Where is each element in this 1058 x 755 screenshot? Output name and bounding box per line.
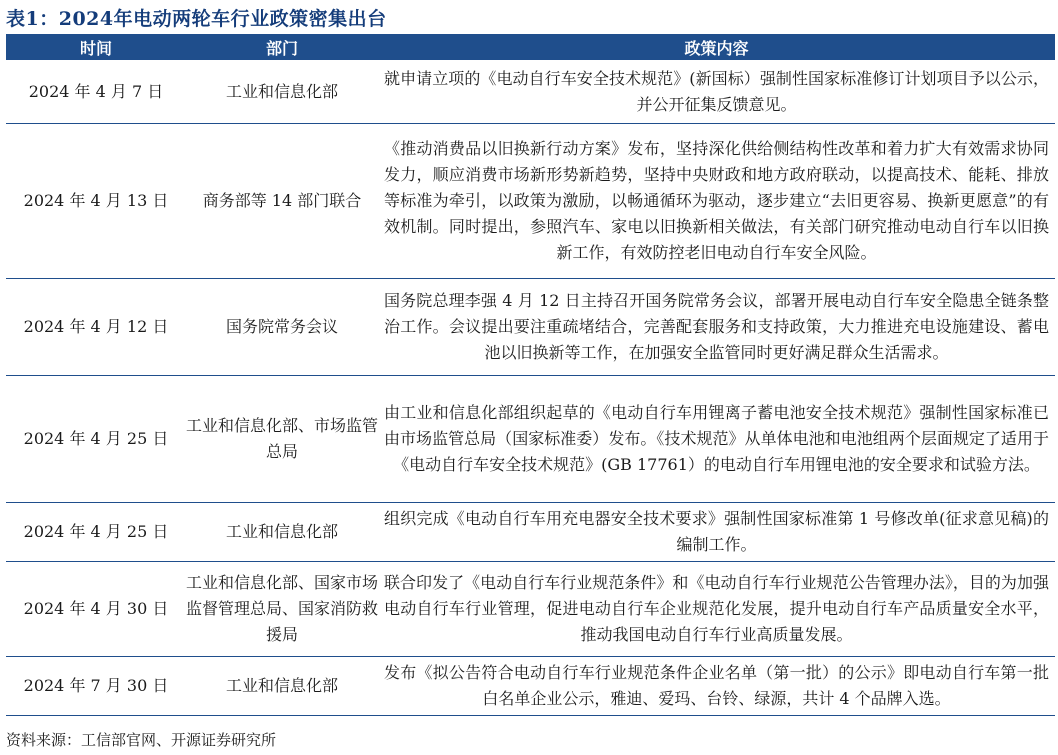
table-row	[6, 279, 1055, 376]
row-dept: 工业和信息化部	[225, 522, 338, 541]
row-content: 就申请立项的《电动自行车安全技术规范》(新国标）强制性国家标准修订计划项目予以公示，并公开征集反馈意见。	[384, 68, 1049, 114]
row-content: 由工业和信息化部组织起草的《电动自行车用锂离子蓄电池安全技术规范》强制性国家标准已由市场监管总局（国家标准委）发布。《技术规范》从单体电池和电池组两个层面规定了适用于《电动自行车安全技术规范》(GB 17761）的电动自行车用锂电池的安全要求和试验方法。	[384, 403, 1049, 474]
row-time: 2024 年 7 月 30 日	[23, 676, 169, 695]
row-time: 2024 年 4 月 13 日	[23, 191, 169, 210]
row-content: 《推动消费品以旧换新行动方案》发布，坚持深化供给侧结构性改革和着力扩大有效需求协同发力，顺应消费市场新形势新趋势，坚持中央财政和地方政府联动，以提高技术、能耗、排放等标准为牵引，以政策为激励，以畅通循环为驱动，逐步建立“去旧更容易、换新更愿意”的有效机制。同时提出，参照汽车、家电以旧换新相关做法，有关部门研究推动电动自行车以旧换新工作，有效防控老旧电动自行车安全风险。	[384, 139, 1049, 262]
row-dept: 工业和信息化部、国家市场监督管理总局、国家消防救援局	[186, 573, 379, 644]
header-time: 时间	[79, 38, 112, 58]
row-dept: 商务部等 14 部门联合	[202, 191, 362, 210]
row-dept: 工业和信息化部	[225, 676, 338, 695]
row-content: 联合印发了《电动自行车行业规范条件》和《电动自行车行业规范公告管理办法》，目的为加强电动自行车行业管理，促进电动自行车企业规范化发展，提升电动自行车产品质量安全水平，推动我国电动自行车行业高质量发展。	[384, 573, 1049, 644]
table-row	[6, 562, 1055, 657]
row-content-cell	[378, 60, 1055, 123]
source-note: 资料来源：工信部官网、开源证券研究所	[6, 731, 277, 749]
table-row	[6, 376, 1055, 503]
row-content: 国务院总理李强 4 月 12 日主持召开国务院常务会议，部署开展电动自行车安全隐患全链条整治工作。会议提出要注重疏堵结合，完善配套服务和支持政策，大力推进充电设施建设、蓄电池以旧换新等工作，在加强安全监管同时更好满足群众生活需求。	[384, 291, 1049, 362]
row-content-cell	[378, 657, 1055, 715]
table-title: 表1：2024年电动两轮车行业政策密集出台	[6, 8, 387, 30]
row-time: 2024 年 4 月 7 日	[28, 81, 164, 101]
table-row	[6, 657, 1055, 716]
table-row	[6, 124, 1055, 279]
row-content-cell	[378, 279, 1055, 375]
row-content: 发布《拟公告符合电动自行车行业规范条件企业名单（第一批）的公示》即电动自行车第一批白名单企业公示，雅迪、爱玛、台铃、绿源，共计 4 个品牌入选。	[384, 663, 1049, 708]
row-time: 2024 年 4 月 12 日	[23, 317, 169, 336]
row-dept: 工业和信息化部、市场监管总局	[186, 416, 379, 461]
row-content-cell	[378, 124, 1055, 278]
row-content-cell	[378, 376, 1055, 502]
row-content: 组织完成《电动自行车用充电器安全技术要求》强制性国家标准第 1 号修改单(征求意见稿)的编制工作。	[384, 509, 1049, 554]
row-time: 2024 年 4 月 30 日	[23, 599, 169, 618]
policy-table	[6, 34, 1055, 716]
row-time: 2024 年 4 月 25 日	[23, 429, 169, 448]
table-row	[6, 60, 1055, 124]
row-dept: 国务院常务会议	[225, 317, 338, 336]
row-content-cell	[378, 503, 1055, 561]
row-content-cell	[378, 562, 1055, 656]
row-dept: 工业和信息化部	[225, 81, 338, 101]
header-dept: 部门	[265, 38, 298, 58]
row-time: 2024 年 4 月 25 日	[23, 522, 169, 541]
header-content: 政策内容	[684, 38, 749, 58]
table-header	[6, 34, 1055, 60]
table-row	[6, 503, 1055, 562]
